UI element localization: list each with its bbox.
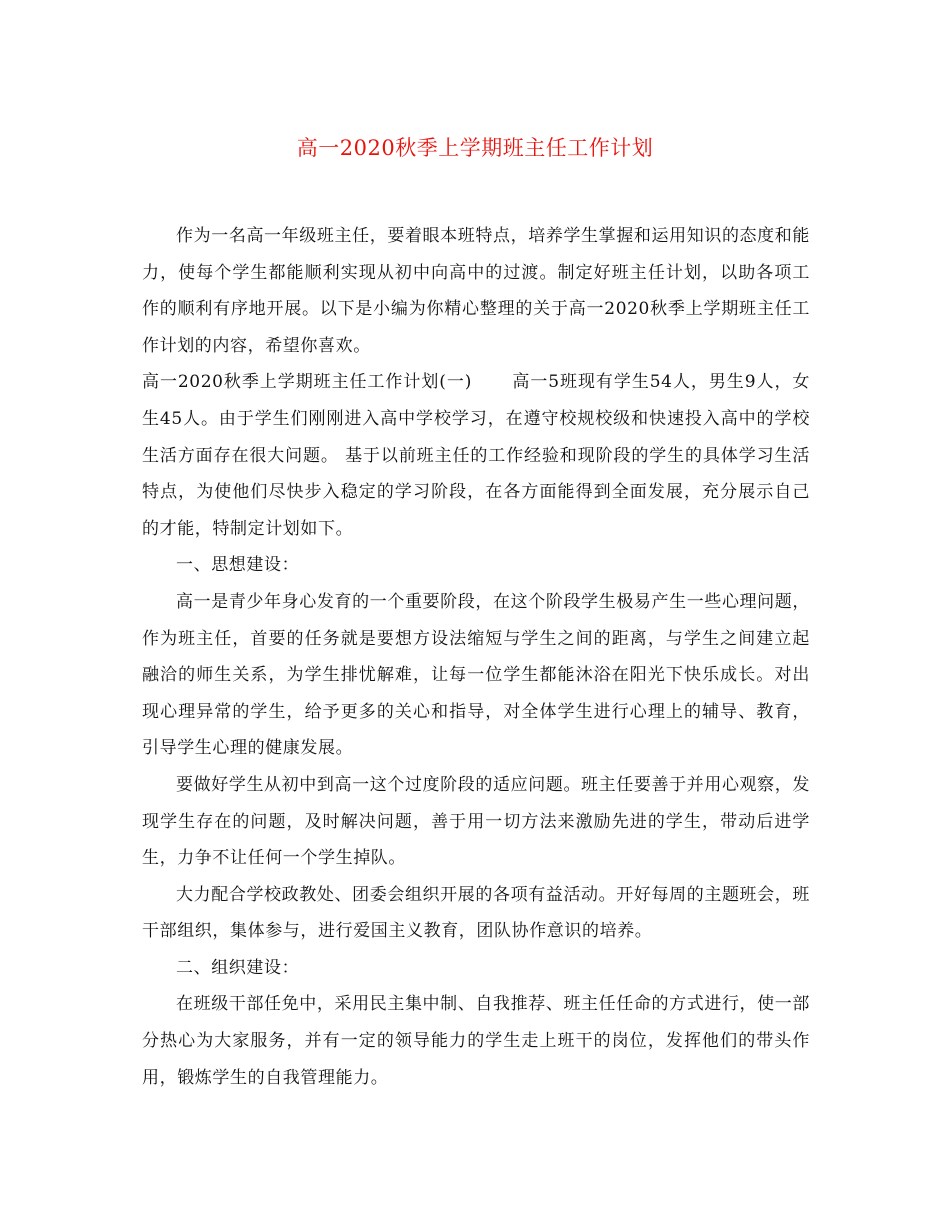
section-heading-organization: 二、组织建设： (176, 957, 300, 978)
plan-one-paragraph (142, 364, 810, 547)
paragraph-ideology-2: 要做好学生从初中到高一这个过度阶段的适应问题。班主任要善于并用心观察，发现学生存在的问题，及时解决问题，善于用一切方法来激励先进的学生，带动后进学生，力争不让任何一个学生掉队。 (142, 774, 810, 869)
document-title: 高一2020秋季上学期班主任工作计划 (296, 136, 654, 160)
plan-one-heading: 高一2020秋季上学期班主任工作计划(一) (142, 372, 473, 393)
intro-paragraph: 作为一名高一年级班主任，要着眼本班特点，培养学生掌握和运用知识的态度和能力，使每个学生都能顺利实现从初中向高中的过渡。制定好班主任计划，以助各项工作的顺利有序地开展。以下是小编为你精心整理的关于高一2020秋季上学期班主任工作计划的内容，希望你喜欢。 (142, 226, 810, 356)
paragraph-ideology-1: 高一是青少年身心发育的一个重要阶段，在这个阶段学生极易产生一些心理问题，作为班主任，首要的任务就是要想方设法缩短与学生之间的距离，与学生之间建立起融洽的师生关系，为学生排忧解难，让每一位学生都能沐浴在阳光下快乐成长。对出现心理异常的学生，给予更多的关心和指导，对全体学生进行心理上的辅导、教育，引导学生心理的健康发展。 (142, 591, 810, 759)
paragraph-organization-1: 在班级干部任免中，采用民主集中制、自我推荐、班主任任命的方式进行，使一部分热心为大家服务，并有一定的领导能力的学生走上班干的岗位，发挥他们的带头作用，锻炼学生的自我管理能力。 (142, 994, 810, 1088)
plan-one-text: 高一5班现有学生54人，男生9人，女生45人。由于学生们刚刚进入高中学校学习，在遵守校规校级和快速投入高中的学校生活方面存在很大问题。 基于以前班主任的工作经验和现阶段的学生的具体学习生活特点，为使他们尽快步入稳定的学习阶段，在各方面能得到全面发展，充分展示自己的才能，特制定计划如下。 (142, 372, 810, 539)
paragraph-ideology-3: 大力配合学校政教处、团委会组织开展的各项有益活动。开好每周的主题班会，班干部组织，集体参与，进行爱国主义教育，团队协作意识的培养。 (142, 884, 810, 942)
document-body (142, 218, 810, 1096)
section-heading-ideology: 一、思想建设： (176, 555, 300, 576)
